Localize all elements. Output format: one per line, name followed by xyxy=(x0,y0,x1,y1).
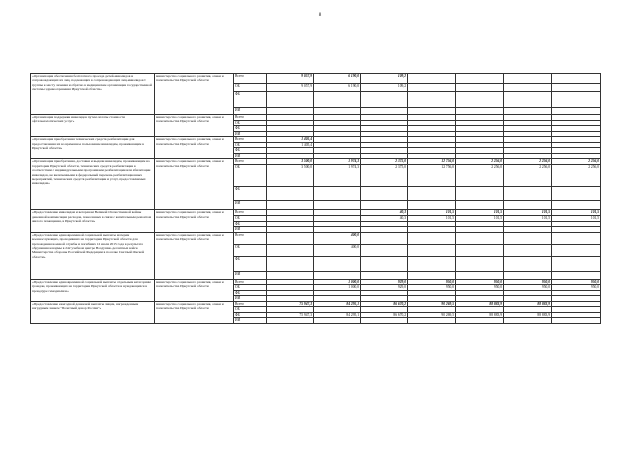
value-cell: 109,2 xyxy=(361,74,408,84)
funding-source: Всего xyxy=(234,159,267,165)
program-description: «Организация поддержки инвалидов путем оплаты стоимости офтальмологических услуг» xyxy=(31,115,155,137)
value-cell: 86 670,2 xyxy=(361,301,408,306)
value-cell xyxy=(552,74,601,84)
value-cell xyxy=(361,187,408,201)
funding-source: Всего xyxy=(234,74,267,84)
program-description: «Организация приобретения технических средств реабилитации для предоставления их во временное пользование инвалидам, проживающим в Иркутской области» xyxy=(31,137,155,159)
funding-source: ОБ xyxy=(234,244,267,256)
value-cell xyxy=(552,244,601,256)
value-cell: 1 000,0 xyxy=(314,279,361,284)
value-cell xyxy=(267,271,314,279)
program-description: «Предоставление единовременной социальной выплаты отдельным категориям граждан, проживающих на территории Иркутской области и нуждающихся в процедуре гемодиализа» xyxy=(31,279,155,301)
value-cell: 40,3 xyxy=(361,216,408,221)
value-cell xyxy=(504,187,552,201)
value-cell xyxy=(314,201,361,210)
value-cell: 2 256,0 xyxy=(552,159,601,165)
value-cell xyxy=(408,84,456,92)
value-cell: 2 256,0 xyxy=(504,159,552,165)
value-cell: 75 947,3 xyxy=(267,312,314,317)
funding-source: ФБ xyxy=(234,256,267,271)
value-cell xyxy=(552,318,601,323)
value-cell: 950,0 xyxy=(504,279,552,284)
funding-source: ОБ xyxy=(234,165,267,187)
program-executor: министерство социального развития, опеки и попечительства Иркутской области xyxy=(155,115,234,137)
funding-source: ИИ xyxy=(234,227,267,232)
value-cell xyxy=(504,232,552,244)
value-cell: 6 190,0 xyxy=(314,84,361,92)
value-cell xyxy=(361,318,408,323)
value-cell: 950,0 xyxy=(504,285,552,290)
value-cell xyxy=(456,201,504,210)
funding-source: ИИ xyxy=(234,201,267,210)
funding-source: ФБ xyxy=(234,148,267,153)
value-cell: 101,5 xyxy=(408,216,456,221)
value-cell xyxy=(552,92,601,108)
value-cell xyxy=(314,271,361,279)
funding-source: ИИ xyxy=(234,318,267,323)
value-cell xyxy=(267,92,314,108)
value-cell: 3 500,0 xyxy=(267,165,314,187)
value-cell: 6 190,0 xyxy=(314,74,361,84)
value-cell xyxy=(361,92,408,108)
value-cell: 2 375,0 xyxy=(361,165,408,187)
value-cell xyxy=(314,92,361,108)
value-cell: 109,2 xyxy=(361,84,408,92)
value-cell xyxy=(552,256,601,271)
value-cell: 400,0 xyxy=(314,232,361,244)
value-cell: 101,5 xyxy=(504,210,552,216)
value-cell: 2 256,0 xyxy=(456,165,504,187)
value-cell: 3 500,0 xyxy=(267,159,314,165)
value-cell: 101,5 xyxy=(456,216,504,221)
value-cell xyxy=(456,318,504,323)
value-cell: 2 256,0 xyxy=(456,159,504,165)
value-cell: 400,0 xyxy=(314,244,361,256)
funding-source: Всего xyxy=(234,115,267,121)
value-cell xyxy=(267,187,314,201)
table-body xyxy=(31,74,601,324)
funding-source: ОБ xyxy=(234,307,267,312)
funding-source: Всего xyxy=(234,279,267,284)
value-cell xyxy=(408,92,456,108)
value-cell xyxy=(267,256,314,271)
value-cell xyxy=(504,201,552,210)
value-cell xyxy=(504,74,552,84)
value-cell: 88 883,9 xyxy=(504,312,552,317)
value-cell: 1 974,3 xyxy=(314,159,361,165)
value-cell: 950,0 xyxy=(552,285,601,290)
value-cell: 2 256,0 xyxy=(504,165,552,187)
value-cell: 929,0 xyxy=(361,285,408,290)
value-cell xyxy=(408,201,456,210)
value-cell xyxy=(408,256,456,271)
value-cell: 40,3 xyxy=(361,210,408,216)
value-cell: 90 269,5 xyxy=(408,301,456,306)
table-row xyxy=(31,74,601,84)
value-cell xyxy=(456,256,504,271)
value-cell xyxy=(267,108,314,115)
financing-table xyxy=(30,73,601,324)
program-executor: министерство социального развития, опеки и попечительства Иркутской области xyxy=(155,74,234,115)
value-cell xyxy=(361,271,408,279)
program-executor: министерство социального развития, опеки и попечительства Иркутской области xyxy=(155,279,234,301)
program-description: «Организация приобретения, доставки и выдачи инвалидам, проживающим на территории Иркутской области, технических средств реабилитации в соответствии с индивидуальными программами реабилитации или абилитации инвалидов, не включенными в федеральный перечень реабилитационных мероприятий, технических средств реабилитации и услуг, предоставляемых инвалидам» xyxy=(31,159,155,210)
value-cell: 84 295,1 xyxy=(314,301,361,306)
value-cell xyxy=(456,92,504,108)
value-cell: 1 405,4 xyxy=(267,137,314,142)
value-cell: 101,5 xyxy=(408,210,456,216)
value-cell xyxy=(504,318,552,323)
value-cell: 101,5 xyxy=(504,216,552,221)
value-cell xyxy=(504,108,552,115)
funding-source: ФБ xyxy=(234,312,267,317)
value-cell xyxy=(408,318,456,323)
value-cell xyxy=(408,187,456,201)
value-cell xyxy=(552,108,601,115)
value-cell: 9 057,9 xyxy=(267,74,314,84)
value-cell: 1 405,4 xyxy=(267,142,314,147)
value-cell xyxy=(456,232,504,244)
value-cell xyxy=(267,318,314,323)
value-cell xyxy=(408,74,456,84)
value-cell: 88 883,9 xyxy=(456,312,504,317)
value-cell xyxy=(267,201,314,210)
value-cell xyxy=(267,244,314,256)
value-cell xyxy=(456,271,504,279)
funding-source: ОБ xyxy=(234,216,267,221)
program-executor: министерство социального развития, опеки и попечительства Иркутской области xyxy=(155,159,234,210)
funding-source: ОБ xyxy=(234,84,267,92)
value-cell: 12 756,0 xyxy=(408,159,456,165)
value-cell: 2 375,0 xyxy=(361,159,408,165)
funding-source: ИИ xyxy=(234,271,267,279)
value-cell xyxy=(408,271,456,279)
value-cell: 950,0 xyxy=(456,279,504,284)
value-cell: 950,0 xyxy=(408,279,456,284)
program-executor: министерство социального развития, опеки и попечительства Иркутской области xyxy=(155,232,234,279)
funding-source: ФБ xyxy=(234,126,267,131)
value-cell xyxy=(314,108,361,115)
value-cell xyxy=(267,232,314,244)
value-cell xyxy=(456,108,504,115)
value-cell xyxy=(504,256,552,271)
program-description: «Предоставление инвалидам и ветеранам Великой Отечественной войны денежной компенсации расходов, понесенных в связи с капитальным ремонтом жилого помещения, в Иркутской области» xyxy=(31,210,155,232)
value-cell xyxy=(456,244,504,256)
value-cell: 88 883,9 xyxy=(504,301,552,306)
funding-source: ОБ xyxy=(234,142,267,147)
value-cell xyxy=(361,108,408,115)
value-cell xyxy=(361,256,408,271)
value-cell: 1 974,3 xyxy=(314,165,361,187)
value-cell xyxy=(552,187,601,201)
value-cell xyxy=(456,187,504,201)
value-cell: 2 256,0 xyxy=(552,165,601,187)
value-cell xyxy=(504,244,552,256)
value-cell xyxy=(552,271,601,279)
value-cell xyxy=(361,232,408,244)
value-cell xyxy=(552,84,601,92)
value-cell xyxy=(504,84,552,92)
value-cell: 950,0 xyxy=(456,285,504,290)
funding-source: ФБ xyxy=(234,290,267,295)
value-cell: 12 756,0 xyxy=(408,165,456,187)
page-number: 8 xyxy=(318,13,322,18)
value-cell: 1 000,0 xyxy=(314,285,361,290)
value-cell xyxy=(314,256,361,271)
value-cell: 84 295,1 xyxy=(314,312,361,317)
funding-source: ОБ xyxy=(234,121,267,126)
value-cell xyxy=(552,232,601,244)
program-executor: министерство социального развития, опеки и попечительства Иркутской области xyxy=(155,301,234,323)
value-cell xyxy=(456,74,504,84)
value-cell xyxy=(504,271,552,279)
funding-source: ОБ xyxy=(234,285,267,290)
funding-source: ИИ xyxy=(234,108,267,115)
value-cell xyxy=(314,187,361,201)
value-cell xyxy=(504,92,552,108)
funding-source: Всего xyxy=(234,137,267,142)
funding-source: ИИ xyxy=(234,153,267,158)
program-executor: министерство социального развития, опеки и попечительства Иркутской области xyxy=(155,210,234,232)
value-cell xyxy=(456,84,504,92)
value-cell: 75 947,3 xyxy=(267,301,314,306)
funding-source: ФБ xyxy=(234,92,267,108)
value-cell: 950,0 xyxy=(408,285,456,290)
funding-source: ФБ xyxy=(234,221,267,226)
funding-source: Всего xyxy=(234,210,267,216)
table-row xyxy=(31,232,601,244)
value-cell: 950,0 xyxy=(552,279,601,284)
program-executor: министерство социального развития, опеки и попечительства Иркутской области xyxy=(155,137,234,159)
value-cell: 101,5 xyxy=(552,216,601,221)
funding-source: ИИ xyxy=(234,296,267,301)
value-cell: 88 883,9 xyxy=(456,301,504,306)
value-cell xyxy=(552,201,601,210)
value-cell xyxy=(361,244,408,256)
program-description: «Организация обеспечения бесплатного проезда детей-инвалидов и сопровождающих их лиц, подлежащих в сопровождающих лиц-инвалидов I группы к месту лечения и обратно в медицинские организации государственной системы здравоохранения Иркутской области» xyxy=(31,74,155,115)
value-cell: 929,0 xyxy=(361,279,408,284)
value-cell: 9 057,9 xyxy=(267,84,314,92)
funding-source: ФБ xyxy=(234,187,267,201)
program-description: «Предоставление единовременной социальной выплаты матерям военнослужащих, проходивших на территории Иркутской области для прохождения военной службы и погибших 12 июля 2015 года в результате обрушения казармы в 242 учебном центре Воздушно-десантных войск Министерства обороны Российской Федерации в поселке Светлый Омской области» xyxy=(31,232,155,279)
program-description: «Предоставление ежегодной денежной выплаты лицам, награжденным нагрудным знаком "Почетный донор России"» xyxy=(31,301,155,323)
value-cell: 90 269,5 xyxy=(408,312,456,317)
funding-source: Всего xyxy=(234,301,267,306)
value-cell: 101,5 xyxy=(456,210,504,216)
value-cell: 86 670,2 xyxy=(361,312,408,317)
value-cell xyxy=(314,318,361,323)
value-cell xyxy=(408,108,456,115)
value-cell xyxy=(408,244,456,256)
funding-source: Всего xyxy=(234,232,267,244)
value-cell xyxy=(361,201,408,210)
value-cell xyxy=(408,232,456,244)
value-cell: 101,5 xyxy=(552,210,601,216)
funding-source: ИИ xyxy=(234,131,267,136)
